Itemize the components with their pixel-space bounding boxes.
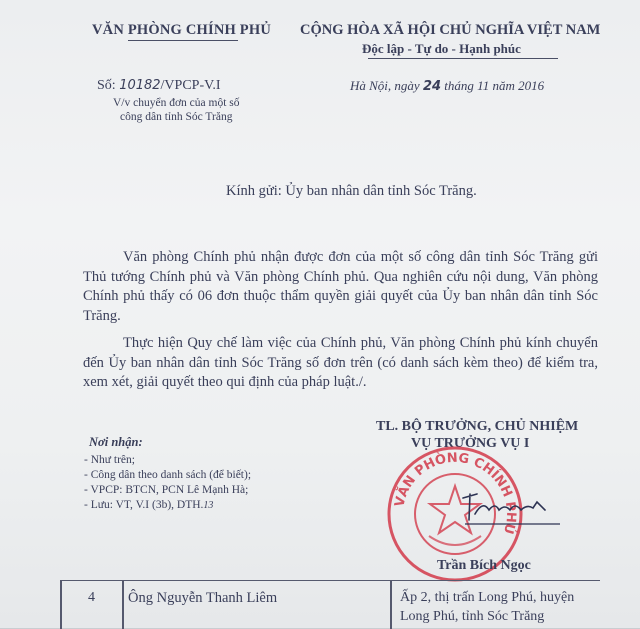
addressee: Kính gửi: Ủy ban nhân dân tỉnh Sóc Trăng. xyxy=(226,183,477,199)
document-number xyxy=(97,78,221,94)
table-row-number: 4 xyxy=(88,590,95,605)
table-divider-name xyxy=(390,581,392,629)
recipient-item xyxy=(84,499,213,511)
subject-line-2: công dân tỉnh Sóc Trăng xyxy=(120,111,233,123)
date-prefix: Hà Nội, ngày xyxy=(350,78,423,93)
signer-title: TL. BỘ TRƯỞNG, CHỦ NHIỆM xyxy=(376,419,579,434)
table-row-address-line-1: Ấp 2, thị trấn Long Phú, huyện xyxy=(400,590,575,605)
date-day-handwritten: 24 xyxy=(422,79,442,94)
recipient-item-text: - Lưu: VT, V.I (3b), DTH. xyxy=(84,499,204,511)
national-title: CỘNG HÒA XÃ HỘI CHỦ NGHĨA VIỆT NAM xyxy=(300,22,601,38)
signer-name: Trần Bích Ngọc xyxy=(437,558,531,573)
issuing-agency: VĂN PHÒNG CHÍNH PHỦ xyxy=(92,22,272,38)
recipient-item: - Công dân theo danh sách (để biết); xyxy=(84,469,252,481)
motto-underline xyxy=(368,58,558,59)
subject-line-1: V/v chuyển đơn của một số xyxy=(113,97,240,109)
table-row-address-line-2: Long Phú, tỉnh Sóc Trăng xyxy=(400,609,545,624)
doc-number-prefix: Số: xyxy=(97,78,120,93)
table-row-name: Ông Nguyễn Thanh Liêm xyxy=(128,590,278,606)
body-paragraph-2: Thực hiện Quy chế làm việc của Chính phủ, Văn phòng Chính phủ kính chuyển đến Ủy ban nhân dân tỉnh Sóc Trăng số đơn trên (có danh sách kèm theo) để kiểm tra, xem xét, giải quyết theo qui định của pháp luật./. xyxy=(83,335,598,390)
date-line xyxy=(350,78,544,94)
body-paragraph-1: Văn phòng Chính phủ nhận được đơn của một số công dân tỉnh Sóc Trăng gửi Thủ tướng Chính phủ và Văn phòng Chính phủ. Qua nghiên cứu nội dung, Văn phòng Chính phủ thấy có 06 đơn thuộc thẩm quyền giải quyết của Ủy ban nhân dân tỉnh Sóc Trăng. xyxy=(83,249,598,324)
doc-number-suffix: /VPCP-V.I xyxy=(160,78,221,93)
svg-text:VĂN PHÒNG CHÍNH PHỦ: VĂN PHÒNG CHÍNH PHỦ xyxy=(392,450,519,536)
recipient-item: - VPCP: BTCN, PCN Lê Mạnh Hà; xyxy=(84,484,249,496)
doc-number-handwritten: 10182 xyxy=(119,78,161,93)
recipient-item: - Như trên; xyxy=(84,454,135,466)
table-divider-no xyxy=(122,581,124,629)
handwritten-signature-icon xyxy=(455,480,565,530)
signer-subtitle: VỤ TRƯỞNG VỤ I xyxy=(411,436,530,451)
table-border-left xyxy=(60,581,62,629)
recipients-heading: Nơi nhận: xyxy=(89,435,143,449)
national-motto: Độc lập - Tự do - Hạnh phúc xyxy=(362,41,521,56)
handwritten-initials: 13 xyxy=(203,500,214,511)
document-subject xyxy=(113,96,240,124)
agency-underline xyxy=(128,40,238,41)
date-suffix: tháng 11 năm 2016 xyxy=(441,78,545,93)
